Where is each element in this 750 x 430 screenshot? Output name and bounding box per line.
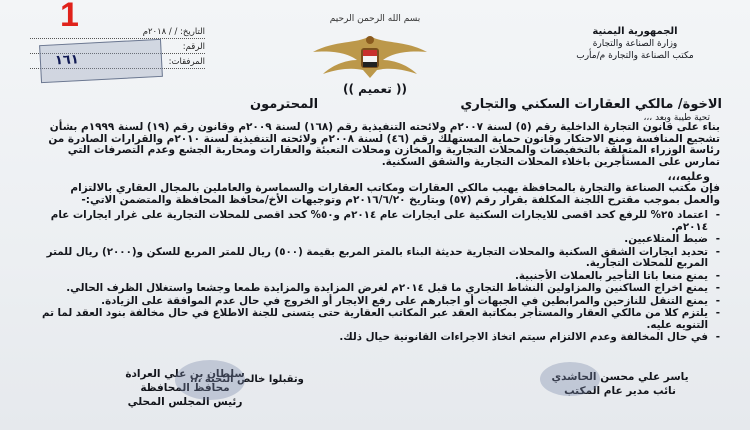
list-item: - ضبط المتلاعبين. xyxy=(40,234,720,246)
signatory-left-name: سلطان بن علي العرادة xyxy=(125,368,245,380)
signatory-right-name: ياسر علي محسن الحاشدي xyxy=(551,371,689,383)
preamble-paragraph: بناء على قانون التجارة الداخلية رقم (٥) لسنة ٢٠٠٧م ولائحته التنفيذية رقم (١٦٨) لسنة ٢٠٠٩م وقانون رقم (١٩) لسنة ١٩٩٩م بشأن تشجيع المنافسة ومنع الاحتكار وقانون حماية المستهلك رقم (٤٦) لسنة ٢٠٠٨م ولائحته التنفيذية لسنة ٢٠١٠م والقرارات الصادرة من رئاسة الوزراء المتعلقة بالتخفيضات والمحلات التجارية والمخازن ومحلات التعبئة والعقارات ومحاربة الجشع وعدم التصرفات التي تمارس على المستأجرين باخلاء المحلات التجارية والشقق السكنية. xyxy=(48,121,720,168)
attachments-label: المرفقات: xyxy=(168,57,205,67)
addressee: الاخوة/ مالكي العقارات السكني والتجاري xyxy=(460,97,722,112)
honorific: المحترمون xyxy=(250,97,319,112)
circular-title: (( تعميم )) xyxy=(343,82,407,96)
ministry-name: وزارة الصناعة والتجارة xyxy=(592,39,678,49)
directive-paragraph: فإن مكتب الصناعة والتجارة بالمحافظة يهيب مالكي العقارات ومكاتب العقارات والسماسرة والعاملين بالمجال العقاري بالالتزام والعمل بموجب مقترح اللجنة المكلفة بقرار رقم (٥٧) وبتاريخ ٢٠١٦/٦/٢٠م وتوجيهات الأخ/محافظ المحافظة والمتضمن الاتي:- xyxy=(70,182,720,206)
date-value: / / ٢٠١٨م xyxy=(142,27,178,37)
stamp-number: ١٦١ xyxy=(54,52,80,69)
directive-list xyxy=(40,210,720,345)
closing-line: وتقبلوا خالص التحية ،،، xyxy=(190,374,304,385)
country-name: الجمهورية اليمنية xyxy=(592,26,678,37)
date-label: التاريخ: xyxy=(180,27,205,37)
office-name: مكتب الصناعة والتجارة م/مأرب xyxy=(576,51,694,61)
greeting: تحية طيبة وبعد ،،، xyxy=(643,113,710,123)
basmala: بسم الله الرحمن الرحيم xyxy=(329,14,421,24)
ink-stamp-smudge xyxy=(175,360,245,400)
list-item: - في حال المخالفة وعدم الالتزام سيتم اتخاذ الاجراءات القانونية حيال ذلك. xyxy=(40,332,720,344)
eagle-emblem-icon xyxy=(305,30,435,82)
list-item: - يلتزم كلا من مالكي العقار والمستأجر بمكاتبة العقد عبر المكاتب العقارية حتى يتسنى للجنة الاطلاع في حال مخالفة بنود العقد لما تم التنويه عليه. xyxy=(40,308,720,331)
signatory-right-title: نائب مدير عام المكتب xyxy=(564,385,676,397)
and-label: وعليه،،، xyxy=(667,170,710,183)
number-label: الرقم: xyxy=(182,42,205,52)
signatory-left-title2: رئيس المجلس المحلي xyxy=(127,396,243,408)
registry-stamp xyxy=(39,39,163,83)
signatory-left-title1: محافظ المحافظة xyxy=(140,382,230,394)
list-item: - تحديد ايجارات الشقق السكنية والمحلات التجارية حديثة البناء بالمتر المربع بقيمة (٥٠٠) ريال للمتر المربع للسكن و(٢٠٠٠) ريال للمتر المربع للمحلات التجارية. xyxy=(40,247,720,270)
letterhead xyxy=(550,26,720,62)
list-item: - يمنع اخراج الساكنين والمزاولين النشاط التجاري ما قبل ٢٠١٤م لغرض المزايدة والمزايدة طمعا وجشعا واستغلال الظرف الحالي. xyxy=(40,283,720,295)
list-item: - اعتماد ٢٥% للرفع كحد اقصى للايجارات السكنية على ايجارات عام ٢٠١٤م و٥٠% كحد اقصى للمحلات التجارية على غرار ايجارات عام ٢٠١٤م. xyxy=(40,210,720,233)
ink-stamp-smudge xyxy=(540,362,600,396)
corner-number: 1 xyxy=(60,0,79,34)
list-item: - يمنع منعا باتا التأجير بالعملات الأجنبية. xyxy=(40,271,720,283)
list-item: - يمنع التنقل للنازحين والمرابطين في الجبهات أو اجبارهم على رفع الايجار أو الخروج في حال عدم الموافقة على الزيادة. xyxy=(40,296,720,308)
